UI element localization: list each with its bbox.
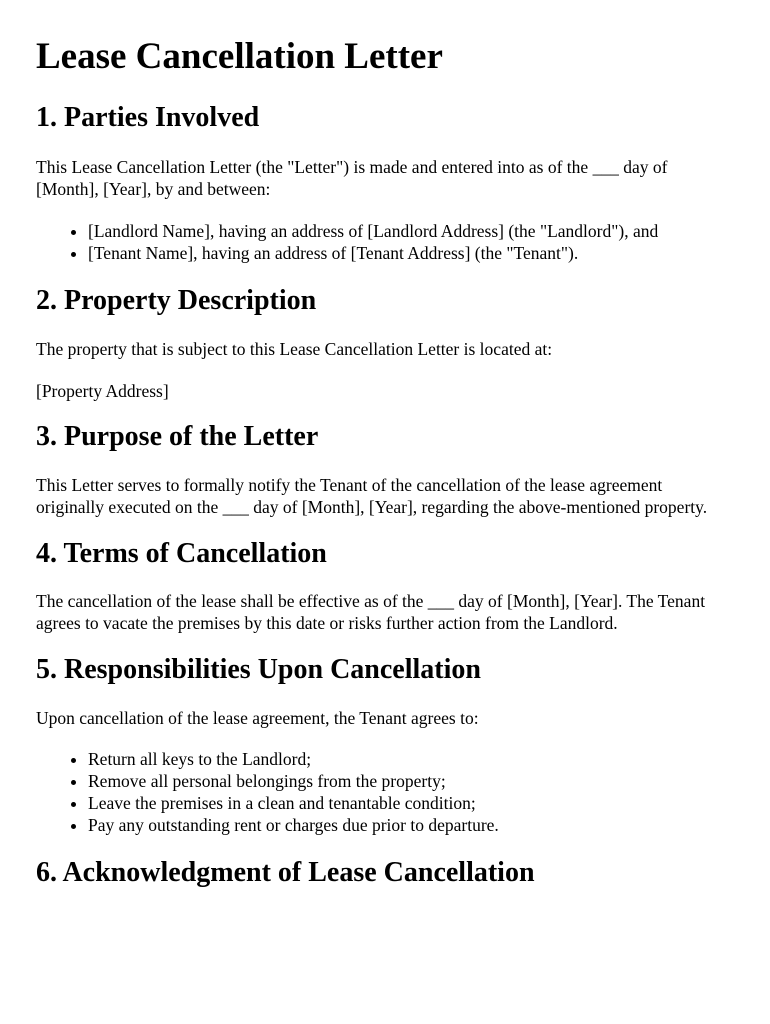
section-paragraph-purpose: This Letter serves to formally notify the Tenant of the cancellation of the lease agreement originally executed on the ___ day of [Month], [Year], regarding the above-mentioned property. <box>36 475 708 517</box>
section-heading-parties: 1. Parties Involved <box>36 102 260 133</box>
section-paragraph-responsibilities: Upon cancellation of the lease agreement, the Tenant agrees to: <box>36 708 479 728</box>
list-item-landlord: • [Landlord Name], having an address of [Landlord Address] (the "Landlord"), and <box>88 220 734 242</box>
section-paragraph-property: The property that is subject to this Lease Cancellation Letter is located at: <box>36 339 553 359</box>
list-item-clean-premises: • Leave the premises in a clean and tenantable condition; <box>88 792 734 814</box>
parties-list <box>36 220 734 264</box>
responsibilities-list <box>36 748 734 836</box>
list-item-remove-belongings: • Remove all personal belongings from the property; <box>88 770 734 792</box>
document-title: Lease Cancellation Letter <box>36 36 443 77</box>
list-item-return-keys: • Return all keys to the Landlord; <box>88 748 734 770</box>
section-heading-acknowledgment: 6. Acknowledgment of Lease Cancellation <box>36 857 535 888</box>
section-paragraph-terms: The cancellation of the lease shall be effective as of the ___ day of [Month], [Year]. The Tenant agrees to vacate the premises by this date or risks further action from the Landlord. <box>36 591 706 633</box>
list-item-tenant: • [Tenant Name], having an address of [Tenant Address] (the "Tenant"). <box>88 242 734 264</box>
section-heading-purpose: 3. Purpose of the Letter <box>36 421 319 452</box>
section-heading-property: 2. Property Description <box>36 285 317 316</box>
section-paragraph-parties-intro: This Lease Cancellation Letter (the "Letter") is made and entered into as of the ___ day of [Month], [Year], by and between: <box>36 157 668 199</box>
list-item-pay-rent: • Pay any outstanding rent or charges due prior to departure. <box>88 814 734 836</box>
property-address-placeholder: [Property Address] <box>36 381 169 401</box>
section-heading-terms: 4. Terms of Cancellation <box>36 538 327 569</box>
section-heading-responsibilities: 5. Responsibilities Upon Cancellation <box>36 654 481 685</box>
